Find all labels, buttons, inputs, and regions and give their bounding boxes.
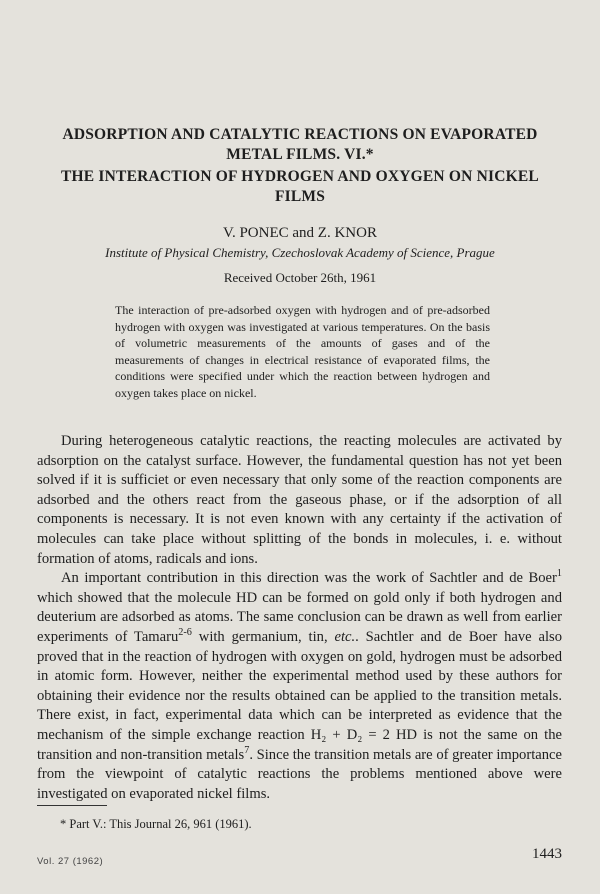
authors: V. PONEC and Z. KNOR (223, 225, 377, 241)
volume-label: Vol. 27 (1962) (37, 856, 104, 867)
equation: H₂ + D₂ = 2 HD (310, 726, 418, 743)
reference-1: 1 (556, 568, 562, 580)
footnote-divider (37, 805, 107, 806)
article-subtitle: THE INTERACTION OF HYDROGEN AND OXYGEN ON NICKEL FILMS (61, 168, 539, 205)
affiliation: Institute of Physical Chemistry, Czechoslovak Academy of Science, Prague (105, 245, 495, 260)
reference-7: 7 (244, 744, 250, 756)
abstract: The interaction of pre-adsorbed oxygen with hydrogen and of pre-adsorbed hydrogen with oxygen was investigated at various temperatures. On the basis of volumetric measurements of the amounts of gases and of the measurements of changes in electrical resistance of evaporated films, the conditions were specified under which the reaction between hydrogen and oxygen takes place on nickel. (115, 303, 490, 400)
received-date: Received October 26th, 1961 (223, 270, 377, 285)
page-number: 1443 (532, 846, 562, 862)
article-title: ADSORPTION AND CATALYTIC REACTIONS ON EVAPORATED METAL FILMS. VI.* (62, 126, 538, 163)
paragraph-1: During heterogeneous catalytic reactions, the reacting molecules are activated by adsorption on the catalyst surface. However, the fundamental question has not yet been solved if it is sufficiet or even necessary that only some of the reaction components are adsorbed and the others react from the gaseous phase, or if the adsorption of all components is necessary. It is not even known with any certainty if the activation of molecules can take place without splitting of the bonds in molecules, i. e. without formation of atoms, radicals and ions. (37, 433, 562, 567)
paragraph-2: An important contribution in this direction was the work of Sachtler and de Boer$^1$ which showed that the molecule HD can be formed on gold only if both hydrogen and deuterium are adsorbed as atoms. The same conclusion can be drawn as well from earlier experiments of Tamaru$^{2-6}$ with germanium, tin, etc.. Sachtler and de Boer have also proved that in the reaction of hydrogen with oxygen on gold, hydrogen must be adsorbed in atomic form. However, neither the experimental method used by these authors for obtaining their evidence nor the results obtained can be applied to the transition metals. There exist, in fact, experimental data which can be interpreted as evidence that the mechanism of the simple exchange reaction H₂ + D₂ = 2 HD is not the same on the transition and non-transition metals$^7$. Since the transition metals are of greater importance from the viewpoint of catalytic reactions the problems mentioned above were investigated on evaporated nickel films. (37, 568, 563, 802)
body-text (37, 432, 562, 804)
reference-2-6: 2-6 (178, 627, 192, 639)
footnote: * Part V.: This Journal 26, 961 (1961). (60, 817, 252, 831)
